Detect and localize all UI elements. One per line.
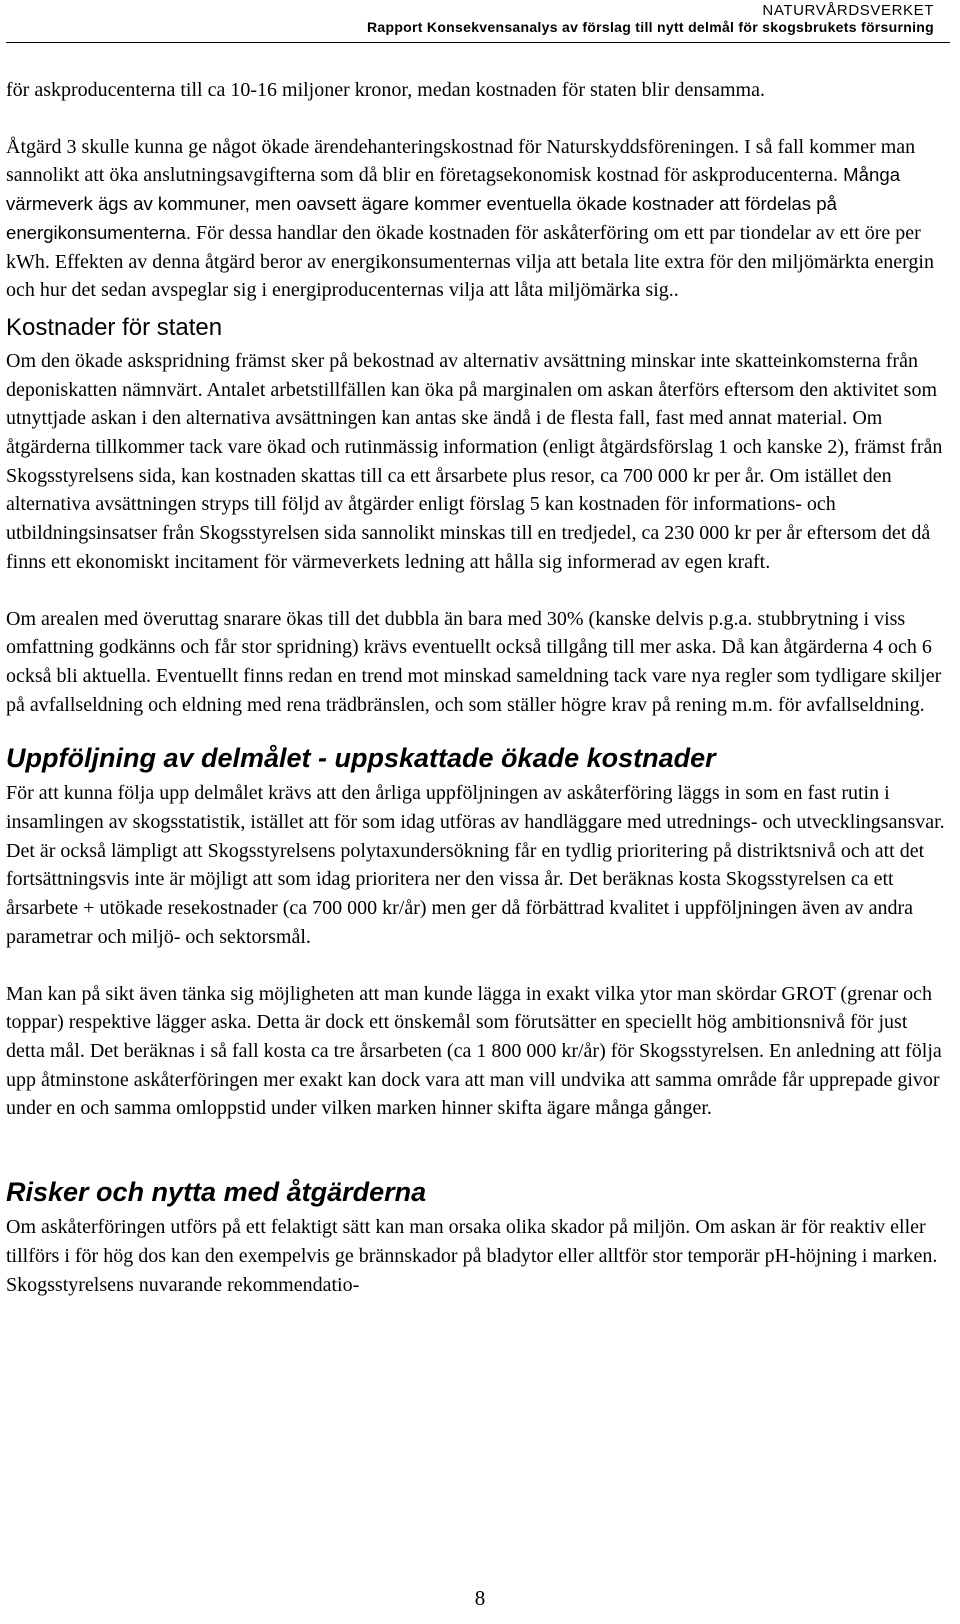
paragraph-3: Om den ökade askspridning främst sker på bekostnad av alternativ avsättning minskar inte skatteinkomsterna från deponiskatten nämnvärt. Antalet arbetstillfällen kan öka på marginalen om askan återförs eftersom den aktivitet som utnyttjade askan i den alternativa avsättningen kan antas ske ändå i de flesta fall, fast med annat material. Om åtgärderna tillkommer tack vare ökad och rutinmässig information (enligt åtgärdsförslag 1 och kanske 2), främst från Skogsstyrelsens sida, kan kostnaden skattas till ca ett årsarbete plus resor, ca 700 000 kr per år. Om istället den alternativa avsättningen stryps till följd av åtgärder enligt förslag 5 kan kostnaden för informations- och utbildningsinsatser från Skogsstyrelsen sida sannolikt minskas till en tredjedel, ca 230 000 kr per år eftersom det då finns ett ekonomiskt incitament för värmeverkets ledning att hålla sig informerad av egen kraft. [6,349,943,573]
paragraph-spacer [6,105,950,133]
heading-kostnader-for-staten: Kostnader för staten [6,313,223,341]
paragraph-2-part-b: Många värmeverk ägs av kommuner, men oavsett ägare kommer eventuella ökade kostnader att fördelas på energikonsumenterna. [6,164,901,243]
paragraph-5: För att kunna följa upp delmålet krävs att den årliga uppföljningen av askåterföring läggs in som en fast rutin i insamlingen av skogsstatistik, istället att för som idag utföras av handläggare med utrednings- och utvecklingsansvar. Det är också lämpligt att Skogsstyrelsens polytaxundersökning får en tydlig prioritering på distriktsnivå och att det fortsättningsvis inte är möjligt att som idag prioritera ner den vissa år. Det beräknas kosta Skogsstyrelsen ca ett årsarbete + utökade resekostnader (ca 700 000 kr/år) men ger då förbättrad kvalitet i uppföljningen även av andra parametrar och miljö- och sektorsmål. [6,782,945,948]
paragraph-6: Man kan på sikt även tänka sig möjligheten att man kunde lägga in exakt vilka ytor man skördar GROT (grenar och toppar) respektive lägger aska. Detta är dock ett önskemål som förutsätter en speciellt hög ambitionsnivå för just detta mål. Det beräknas i så fall kosta ca tre årsarbeten (ca 1 800 000 kr/år) för Skogsstyrelsen. En anledning att följa upp åtminstone askåterföringen mer exakt kan dock vara att man vill undvika att samma område får upprepade givor under en och samma omloppstid under vilken marken hinner skifta ägare många gånger. [6,982,942,1120]
paragraph-2 [6,133,950,305]
paragraph-spacer [6,952,950,980]
heading-risker-och-nytta: Risker och nytta med åtgärderna [6,1177,427,1208]
header-organization: NATURVÅRDSVERKET [762,2,934,19]
paragraph-2-part-c: För dessa handlar den ökade kostnaden för askåterföring om ett par tiondelar av ett öre per kWh. Effekten av denna åtgärd beror av energikonsumenternas vilja att betala lite extra för den miljömärkta energin och hur det sedan avspeglar sig i energiproducenternas vilja att låta miljömärka sig.. [6,221,934,302]
paragraph-2-part-a: Åtgärd 3 skulle kunna ge något ökade ärendehanteringskostnad för Naturskyddsföreningen. I så fall kommer man sannolikt att öka anslutningsavgifterna som då blir en företagsekonomisk kostnad för askproducenterna. [6,135,916,187]
paragraph-4: Om arealen med överuttag snarare ökas till det dubbla än bara med 30% (kanske delvis p.g.a. stubbrytning i viss omfattning godkänns och får stor spridning) krävs eventuellt också tillgång till mer aska. Då kan åtgärderna 4 och 6 också bli aktuella. Eventuellt finns redan en trend mot minskad sameldning tack vare nya regler som tydligare skiljer på avfallseldning och eldning med rena trädbränslen, och som ställer högre krav på rening m.m. för avfallseldning. [6,607,942,716]
heading-uppfoljning: Uppföljning av delmålet - uppskattade ökade kostnader [6,743,716,774]
page-number: 8 [474,1586,486,1610]
paragraph-spacer [6,577,950,605]
paragraph-1: för askproducenterna till ca 10-16 miljoner kronor, medan kostnaden för staten blir densamma. [6,79,765,101]
section-spacer [6,1123,950,1167]
paragraph-7: Om askåterföringen utförs på ett felaktigt sätt kan man orsaka olika skador på miljön. Om askan är för reaktiv eller tillförs i för hög dos kan den exempelvis ge brännskador på bladytor eller alltför stor temporär pH-höjning i marken. Skogsstyrelsens nuvarande rekommendatio- [6,1216,938,1296]
header-report-title: Rapport Konsekvensanalys av förslag till nytt delmål för skogsbrukets försurning [366,19,934,35]
section-spacer [6,719,950,733]
page-header [0,0,960,40]
header-divider [6,42,950,43]
document-body [6,76,950,1299]
